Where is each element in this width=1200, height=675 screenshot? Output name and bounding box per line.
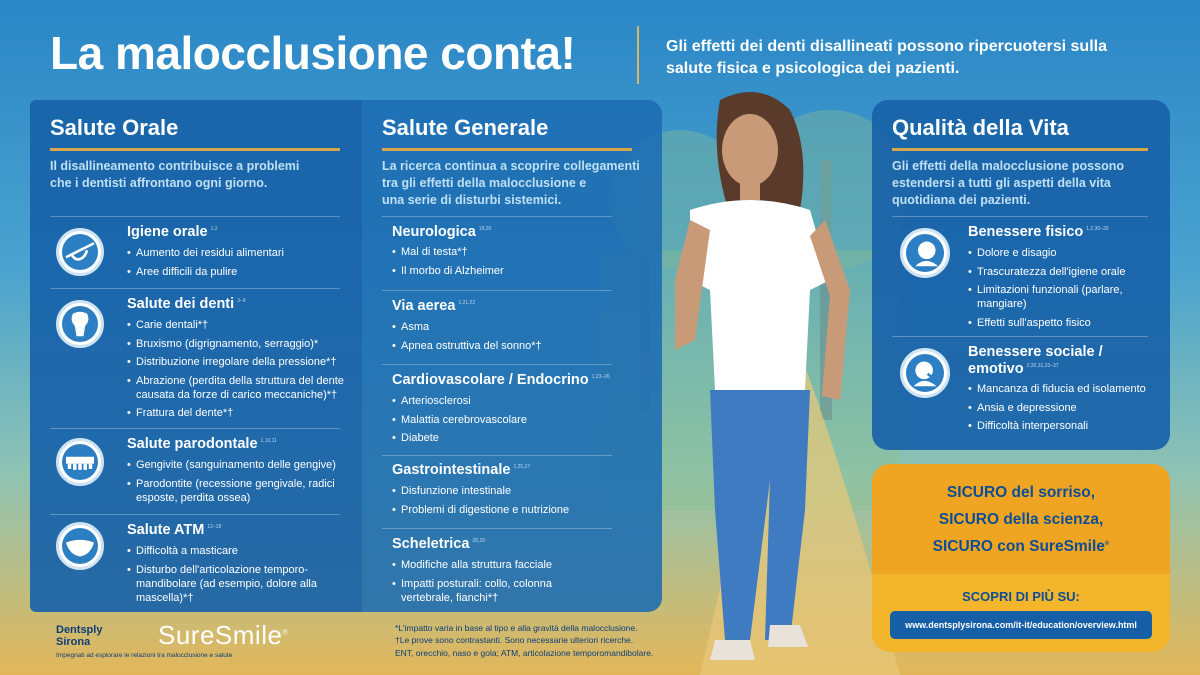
quality-of-life-intro [892, 158, 1124, 209]
list-item: • Problemi di digestione e nutrizione [392, 503, 642, 517]
toothbrush-icon [56, 228, 104, 276]
callout-line-2: SICURO della scienza, [938, 511, 1104, 528]
list-item: • Asma [392, 320, 642, 334]
gums-icon [56, 438, 104, 486]
section-title-airway: Via aerea $^{1,21,22}$ [392, 298, 476, 314]
tagline: Impegnati ad esplorare le relazioni tra malocclusione e salute [56, 652, 233, 659]
walking-woman-illustration [630, 80, 890, 670]
oral-hygiene-list [127, 246, 347, 283]
list-item: • Bruxismo (digrignamento, serraggio)* [127, 337, 352, 351]
gold-rule [50, 148, 340, 151]
list-item: • Aree difficili da pulire [127, 265, 347, 279]
suresmile-logo: SureSmile® [158, 620, 289, 650]
title-divider [637, 26, 639, 84]
social-wellbeing-list [968, 382, 1158, 438]
list-item: • Aumento dei residui alimentari [127, 246, 347, 260]
quality-of-life-panel [872, 100, 1170, 450]
section-title-skeletal: Scheletrica $^{28,29}$ [392, 536, 485, 552]
list-item: • Parodontite (recessione gengivale, radici esposte, perdita ossea) [127, 477, 352, 505]
airway-list [392, 320, 642, 357]
footnote: ENT, orecchio, naso e gola; ATM, articolazione temporomandibolare. [395, 647, 654, 658]
divider [892, 216, 1148, 217]
list-item: • Abrazione (perdita della struttura del dente causata da forze di carico meccaniche)*† [127, 374, 352, 402]
gastrointestinal-list [392, 484, 642, 521]
oral-health-intro [50, 158, 299, 192]
section-title-periodontal-health: Salute parodontale $^{1,10,11}$ [127, 436, 277, 452]
teeth-health-list [127, 318, 352, 425]
list-item: • Limitazioni funzionali (parlare, mangiare) [968, 283, 1158, 311]
gold-rule [382, 148, 632, 151]
cardiovascular-list [392, 394, 642, 450]
section-title-neurological: Neurologica $^{19,20}$ [392, 224, 492, 240]
intro-line: quotidiana dei pazienti. [892, 192, 1031, 207]
tooth-icon [56, 300, 104, 348]
intro-line: che i dentisti affrontano ogni giorno. [50, 175, 268, 190]
list-item: • Difficoltà a masticare [127, 544, 352, 558]
list-item: • Difficoltà interpersonali [968, 419, 1158, 433]
divider [50, 216, 340, 217]
divider [382, 528, 612, 529]
suresmile-callout [872, 464, 1170, 652]
callout-line-3: SICURO con SureSmile® [932, 538, 1110, 555]
list-item: • Disfunzione intestinale [392, 484, 642, 498]
list-item: • Distribuzione irregolare della pressione*† [127, 355, 352, 369]
website-link[interactable]: www.dentsplysirona.com/it-it/education/overview.html [890, 611, 1152, 639]
general-health-title: Salute Generale [382, 115, 549, 140]
list-item: • Frattura del dente*† [127, 406, 352, 420]
list-item: • Carie dentali*† [127, 318, 352, 332]
discover-more-label: SCOPRI DI PIÙ SU: [962, 589, 1080, 604]
section-title-social-wellbeing: Benessere sociale / emotivo $^{2,30,31,33-37}$ [968, 344, 1103, 377]
divider [382, 455, 612, 456]
oral-health-title: Salute Orale [50, 115, 179, 140]
intro-line: una serie di disturbi sistemici. [382, 192, 562, 207]
list-item: • Dolore e disagio [968, 246, 1158, 260]
physical-wellbeing-list [968, 246, 1158, 334]
neurological-list [392, 245, 642, 282]
divider [382, 364, 612, 365]
list-item: • Mal di testa*† [392, 245, 642, 259]
section-title-gastrointestinal: Gastrointestinale $^{1,25,27}$ [392, 462, 531, 478]
tmj-health-list [127, 544, 352, 609]
page-title: La malocclusione conta! [50, 27, 576, 79]
divider [50, 514, 340, 515]
section-title-physical-wellbeing: Benessere fisico $^{1,2,30-33}$ [968, 224, 1109, 240]
footnotes [395, 622, 653, 659]
list-item: • Malattia cerebrovascolare [392, 413, 642, 427]
list-item: • Effetti sull'aspetto fisico [968, 316, 1158, 330]
divider [892, 336, 1148, 337]
general-health-panel [362, 100, 662, 612]
list-item: • Ansia e depressione [968, 401, 1158, 415]
periodontal-health-list [127, 458, 352, 509]
list-item: • Il morbo di Alzheimer [392, 264, 642, 278]
gold-rule [892, 148, 1148, 151]
list-item: • Mancanza di fiducia ed isolamento [968, 382, 1158, 396]
intro-line: Gli effetti della malocclusione possono [892, 159, 1124, 173]
footnote: †Le prove sono contrastanti. Sono necessarie ulteriori ricerche. [395, 635, 634, 646]
list-item: • Modifiche alla struttura facciale [392, 558, 592, 572]
section-title-cardiovascular: Cardiovascolare / Endocrino $^{1,23-26}$ [392, 372, 610, 388]
list-item: • Gengivite (sanguinamento delle gengive) [127, 458, 352, 472]
general-health-intro [382, 158, 640, 209]
divider [50, 288, 340, 289]
intro-line: estendersi a tutti gli aspetti della vita [892, 175, 1111, 190]
page-subtitle: Gli effetti dei denti disallineati possono ripercuotersi sulla salute fisica e psicologica dei pazienti. [666, 38, 1107, 77]
section-title-oral-hygiene: Igiene orale $^{1,2}$ [127, 224, 218, 240]
skeletal-list [392, 558, 592, 609]
divider [382, 216, 612, 217]
section-title-teeth-health: Salute dei denti $^{3-9}$ [127, 296, 246, 312]
list-item: • Arteriosclerosi [392, 394, 642, 408]
intro-line: tra gli effetti della malocclusione e [382, 175, 587, 190]
divider [382, 290, 612, 291]
physical-wellbeing-icon [900, 228, 950, 278]
oral-health-panel [30, 100, 362, 612]
jaw-icon [56, 522, 104, 570]
list-item: • Apnea ostruttiva del sonno*† [392, 339, 642, 353]
intro-line: Il disallineamento contribuisce a problemi [50, 159, 300, 173]
list-item: • Diabete [392, 431, 642, 445]
dentsply-sirona-logo: Dentsply Sirona [56, 624, 103, 649]
section-title-tmj-health: Salute ATM $^{12-18}$ [127, 522, 222, 538]
footnote: *L'impatto varia in base al tipo e alla gravità della malocclusione. [395, 623, 638, 633]
list-item: • Trascuratezza dell'igiene orale [968, 265, 1158, 279]
social-wellbeing-icon [900, 348, 950, 398]
quality-of-life-title: Qualità della Vita [892, 115, 1069, 140]
list-item: • Impatti posturali: collo, colonna vertebrale, fianchi*† [392, 577, 592, 605]
list-item: • Disturbo dell'articolazione temporo-mandibolare (ad esempio, dolore alla mascella)*† [127, 563, 352, 605]
callout-line-1: SICURO del sorriso, [946, 484, 1096, 501]
divider [50, 428, 340, 429]
intro-line: La ricerca continua a scoprire collegamenti [382, 159, 640, 173]
